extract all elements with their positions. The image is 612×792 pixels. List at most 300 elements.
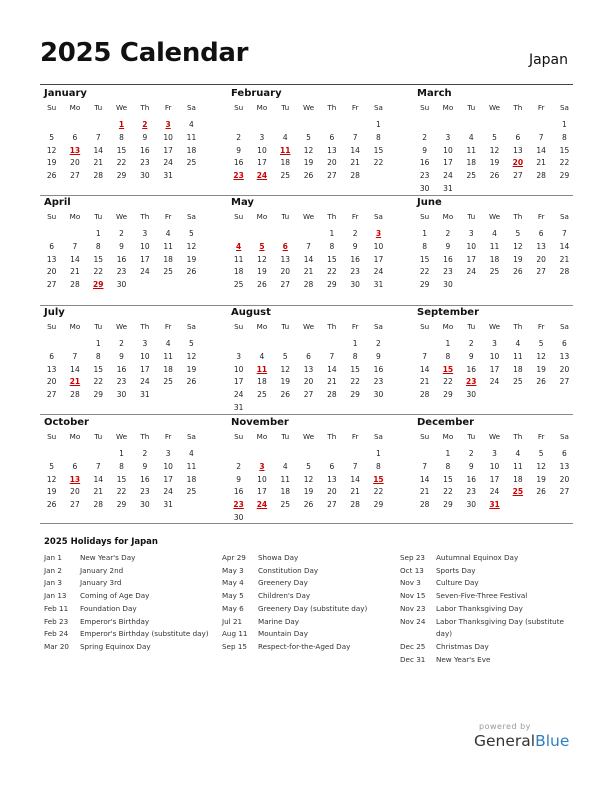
day-cell: 15 [419,254,430,264]
day-cell: 26 [513,267,523,277]
day-cell: 13 [327,145,337,155]
week-row [40,253,203,266]
weekday-label: Tu [281,322,290,331]
holiday-item [44,590,214,603]
week-row [413,169,576,182]
holiday-date: Nov 3 [400,578,421,588]
weekday-label: Su [234,103,244,112]
day-cell: 2 [236,132,242,142]
day-cell: 11 [280,145,291,155]
day-cell: 17 [257,487,267,497]
day-cell: 29 [443,500,453,510]
day-cell: 26 [46,171,57,181]
weekday-label: Su [47,432,57,441]
day-cell: 12 [513,241,523,251]
day-cell: 2 [468,449,474,458]
day-cell: 21 [536,158,546,168]
day-cell: 17 [466,254,477,264]
day-cell: 28 [93,171,104,181]
week-row [40,375,203,388]
day-cell: 10 [257,145,267,155]
weekday-label: Sa [373,212,383,221]
day-cell: 14 [93,145,104,155]
day-cell: 6 [562,449,567,458]
weekday-label: Fr [164,322,172,331]
weekday-label: Th [140,322,150,331]
weekday-header [40,101,203,114]
day-cell: 4 [468,132,474,142]
month-name: July [44,307,65,318]
day-cell: 11 [186,461,197,471]
week-row [413,473,576,486]
weekday-label: Tu [467,322,476,331]
week-row [227,375,390,388]
week-row [40,265,203,278]
day-cell: 9 [119,351,124,361]
day-cell: 14 [327,364,337,374]
weekday-label: Mo [69,322,81,331]
day-cell: 5 [538,449,544,458]
brand-part1: General [474,732,536,750]
day-cell: 31 [443,184,453,193]
holiday-item [400,577,570,590]
day-cell: 26 [186,377,197,387]
day-cell: 20 [70,158,80,168]
day-cell: 28 [70,280,80,290]
day-cell: 22 [116,158,127,168]
weekday-label: We [302,103,315,112]
weekday-label: We [115,103,128,112]
weekday-label: Sa [373,322,383,331]
day-cell: 10 [233,364,244,374]
weekday-header [40,320,203,333]
weekday-label: We [302,322,315,331]
day-cell: 8 [376,461,381,471]
day-cell: 11 [466,145,477,155]
holiday-item [44,565,214,578]
holiday-name: January 3rd [80,578,122,588]
holiday-date: Oct 13 [400,565,424,575]
day-cell: 21 [93,158,104,168]
weekday-label: Th [327,103,337,112]
day-cell: 2 [422,132,428,142]
week-row [227,388,390,401]
day-cell: 2 [376,339,381,348]
day-cell: 8 [445,461,451,471]
day-cell: 25 [466,171,477,181]
day-cell: 10 [140,241,150,251]
day-cell: 14 [419,364,430,374]
day-cell: 26 [536,487,546,497]
day-cell: 19 [46,158,57,168]
day-cell: 24 [373,267,384,277]
day-cell: 14 [350,474,360,484]
weekday-header [413,210,576,223]
day-cell: 28 [419,390,430,400]
day-cell: 18 [233,267,244,277]
day-cell: 9 [376,351,381,361]
week-row [413,485,576,498]
weekday-label: Tu [94,322,103,331]
day-cell: 28 [536,171,546,181]
week-row [413,350,576,363]
weekday-label: Tu [467,103,476,112]
weekday-label: Fr [351,212,359,221]
week-row [40,156,203,169]
day-cell: 5 [49,461,55,471]
day-cell: 12 [46,474,57,484]
week-row [40,447,203,460]
day-cell: 29 [373,500,384,510]
day-cell: 9 [142,461,148,471]
holiday-item [44,552,214,565]
week-row [227,337,390,350]
day-cell: 14 [536,145,546,155]
holiday-item [400,552,570,565]
weekday-label: Sa [559,212,569,221]
week-row [413,227,576,240]
day-cell: 22 [443,377,453,387]
weekday-label: Mo [256,212,268,221]
week-row [227,227,390,240]
day-cell: 18 [280,487,291,497]
day-cell: 31 [233,403,244,412]
day-cell: 14 [70,364,80,374]
day-cell: 31 [373,280,384,290]
weekday-label: Sa [373,103,383,112]
day-cell: 15 [373,145,384,155]
day-cell: 28 [350,500,360,510]
day-cell: 15 [93,254,104,264]
weekday-label: Th [327,322,337,331]
day-cell: 27 [513,171,523,181]
holiday-name: Greenery Day (substitute day) [258,603,368,613]
day-cell: 9 [468,351,474,361]
weekday-label: We [488,432,501,441]
day-cell: 19 [489,158,500,168]
weekday-label: Su [420,212,430,221]
day-cell: 5 [189,339,194,348]
day-cell: 26 [536,377,546,387]
day-cell: 30 [350,280,360,290]
day-cell: 2 [142,120,148,129]
holiday-date: May 6 [222,603,244,613]
day-cell: 31 [163,171,173,181]
day-cell: 21 [303,267,314,277]
day-cell: 12 [536,461,546,471]
day-cell: 8 [95,351,101,361]
holiday-name: Foundation Day [80,603,137,613]
weekday-header [40,430,203,443]
day-cell: 20 [327,158,337,168]
weekday-label: Su [47,103,57,112]
holiday-name: Greenery Day [258,578,308,588]
day-cell: 14 [303,254,314,264]
day-cell: 28 [559,267,570,277]
weekday-label: Th [140,103,150,112]
day-cell: 25 [280,500,291,510]
day-cell: 6 [329,461,335,471]
week-row [227,265,390,278]
day-cell: 22 [559,158,570,168]
week-row [227,363,390,376]
day-cell: 13 [46,254,57,264]
day-cell: 19 [186,254,197,264]
day-cell: 23 [350,267,360,277]
day-cell: 27 [327,171,337,181]
holiday-date: Sep 23 [400,553,425,562]
day-cell: 29 [93,280,104,290]
day-cell: 15 [93,364,104,374]
week-row [40,131,203,144]
week-row [227,169,390,182]
day-cell: 5 [306,132,311,142]
weekday-label: Fr [351,432,359,441]
day-cell: 10 [466,241,477,251]
month-name: April [44,197,71,208]
day-cell: 31 [163,500,173,510]
day-cell: 23 [140,158,150,168]
holiday-column-2 [222,552,394,654]
day-cell: 26 [257,280,267,290]
week-row [40,337,203,350]
weekday-label: We [302,212,315,221]
holiday-name: Labor Thanksgiving Day (substitute day) [436,616,564,639]
day-cell: 1 [119,449,124,458]
day-cell: 8 [445,351,451,361]
week-row [413,253,576,266]
day-cell: 4 [236,241,242,251]
day-cell: 10 [257,474,267,484]
day-cell: 19 [280,377,291,387]
day-cell: 24 [163,158,173,168]
day-cell: 28 [350,171,360,181]
day-cell: 24 [489,377,500,387]
day-cell: 8 [119,461,124,471]
day-cell: 17 [233,377,244,387]
day-cell: 11 [163,241,173,251]
day-cell: 5 [189,229,194,238]
weekday-label: We [115,432,128,441]
day-cell: 16 [466,364,477,374]
week-row [413,388,576,401]
day-cell: 10 [163,461,173,471]
day-cell: 16 [233,487,244,497]
weekday-label: Fr [537,212,545,221]
weekday-label: Fr [537,432,545,441]
day-cell: 30 [233,513,244,522]
day-cell: 15 [373,474,384,484]
month-name: October [44,417,89,428]
holiday-column-3 [400,552,570,666]
day-cell: 28 [93,500,104,510]
weekday-header [227,101,390,114]
day-cell: 19 [303,158,314,168]
day-cell: 21 [350,158,360,168]
holiday-name: Autumnal Equinox Day [436,553,519,562]
holiday-item [222,603,394,616]
day-cell: 11 [489,241,500,251]
week-row [227,498,390,511]
day-cell: 26 [303,500,314,510]
holiday-name: Mountain Day [258,629,308,639]
day-cell: 18 [513,364,523,374]
day-cell: 22 [350,377,360,387]
weekday-label: Th [140,212,150,221]
day-cell: 26 [46,500,57,510]
weekday-label: Su [420,322,430,331]
day-cell: 10 [489,351,500,361]
day-cell: 1 [376,449,381,458]
day-cell: 4 [189,449,194,458]
day-cell: 21 [419,487,430,497]
day-cell: 18 [163,364,173,374]
day-cell: 21 [559,254,570,264]
day-cell: 27 [327,500,337,510]
day-cell: 18 [466,158,477,168]
day-cell: 25 [489,267,500,277]
holiday-name: Marine Day [258,616,300,626]
weekday-label: Fr [537,103,545,112]
week-row [40,485,203,498]
day-cell: 11 [163,351,173,361]
day-cell: 22 [93,377,104,387]
generalblue-logo[interactable] [474,732,569,750]
day-cell: 1 [376,120,381,129]
holiday-date: Nov 15 [400,591,426,601]
holiday-item [400,654,570,667]
day-cell: 10 [373,241,384,251]
day-cell: 22 [327,267,337,277]
day-cell: 7 [352,132,358,142]
holiday-item [400,616,570,641]
weekday-label: Th [513,103,523,112]
day-cell: 20 [303,377,314,387]
day-cell: 4 [165,229,171,238]
week-row [413,375,576,388]
day-cell: 15 [443,474,453,484]
week-row [227,350,390,363]
day-cell: 16 [350,254,360,264]
day-cell: 18 [280,158,291,168]
day-cell: 23 [233,171,244,181]
day-cell: 2 [445,229,451,238]
day-cell: 20 [536,254,546,264]
weekday-label: We [488,322,501,331]
day-cell: 12 [280,364,291,374]
weekday-header [413,320,576,333]
day-cell: 26 [303,171,314,181]
day-cell: 6 [306,351,311,361]
day-cell: 23 [466,487,477,497]
day-cell: 25 [257,390,267,400]
holiday-name: Constitution Day [258,565,319,575]
day-cell: 9 [142,132,148,142]
weekday-label: Fr [164,432,172,441]
day-cell: 27 [70,171,80,181]
holiday-date: Nov 23 [400,603,426,613]
day-cell: 7 [72,241,78,251]
day-cell: 17 [163,474,173,484]
day-cell: 8 [376,132,381,142]
holiday-date: Jan 1 [44,553,62,562]
week-row [40,350,203,363]
weekday-label: Tu [281,103,290,112]
day-cell: 15 [559,145,570,155]
holiday-date: May 5 [222,591,244,601]
day-cell: 30 [140,171,150,181]
day-cell: 23 [443,267,453,277]
day-cell: 20 [559,474,570,484]
day-cell: 4 [492,229,497,238]
week-row [227,401,390,414]
week-row [40,144,203,157]
weekday-label: Mo [442,432,454,441]
week-row [413,131,576,144]
day-cell: 12 [303,145,314,155]
holiday-date: Dec 31 [400,654,426,664]
weekday-label: Mo [69,212,81,221]
weekday-label: Th [327,432,337,441]
day-cell: 3 [165,449,171,458]
day-cell: 12 [186,241,197,251]
holiday-item [222,577,394,590]
day-cell: 15 [327,254,337,264]
day-cell: 28 [327,390,337,400]
day-cell: 12 [489,145,500,155]
day-cell: 9 [352,241,358,251]
weekday-header [40,210,203,223]
day-cell: 23 [116,377,127,387]
day-cell: 16 [116,364,127,374]
week-row [413,240,576,253]
week-row [227,240,390,253]
day-cell: 1 [445,449,451,458]
day-cell: 29 [350,390,360,400]
day-cell: 12 [46,145,57,155]
day-cell: 11 [186,132,197,142]
day-cell: 29 [327,280,337,290]
holiday-name: Spring Equinox Day [80,641,151,651]
weekday-label: Mo [69,432,81,441]
weekday-label: Sa [559,103,569,112]
day-cell: 21 [70,267,80,277]
day-cell: 24 [256,500,268,510]
weekday-label: Su [47,322,57,331]
day-cell: 29 [116,171,127,181]
day-cell: 13 [69,145,81,155]
day-cell: 21 [327,377,337,387]
day-cell: 19 [303,487,314,497]
day-cell: 30 [419,184,430,193]
day-cell: 21 [69,377,81,387]
day-cell: 11 [513,461,523,471]
week-row [227,253,390,266]
day-cell: 4 [259,351,265,361]
day-cell: 16 [443,254,453,264]
day-cell: 8 [95,241,101,251]
day-cell: 25 [233,280,244,290]
day-cell: 20 [46,267,57,277]
week-row [40,118,203,131]
day-cell: 12 [536,351,546,361]
day-cell: 6 [329,132,335,142]
holiday-item [400,565,570,578]
day-cell: 2 [119,229,124,238]
day-cell: 18 [257,377,267,387]
weekday-label: We [488,103,501,112]
week-row [227,278,390,291]
